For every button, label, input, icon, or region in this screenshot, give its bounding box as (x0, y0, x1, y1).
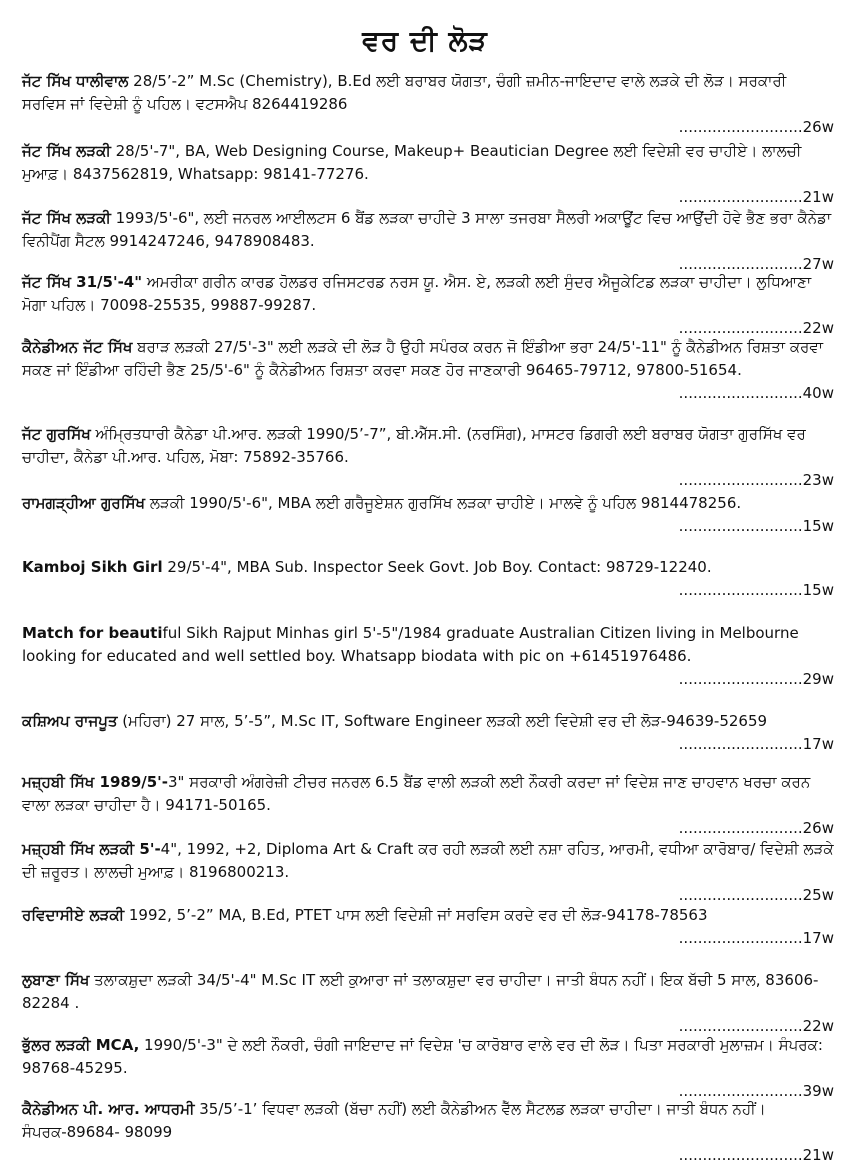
ad-body: 3" ਸਰਕਾਰੀ ਅੰਗਰੇਜ਼ੀ ਟੀਚਰ ਜਨਰਲ 6.5 ਬੈਂਡ ਵਾਲੀ ਲੜਕੀ ਲਈ ਨੌਕਰੀ ਕਰਦਾ ਜਾਂ ਵਿਦੇਸ਼ ਜਾਣ ਚਾਹਵਾਨ ਖਰਚਾ ਕਰਨ ਵਾਲਾ ਲੜਕਾ ਚਾਹੀਦਾ ਹੈ। 94171-50165. (22, 773, 811, 814)
ad-code-line (22, 733, 834, 756)
ad-dots: .......................... (678, 118, 803, 136)
ad-code-line (22, 469, 834, 492)
ad-body: 29/5'-4", MBA Sub. Inspector Seek Govt. Job Boy. Contact: 98729-12240. (162, 558, 712, 576)
ad-dots: .......................... (678, 319, 803, 337)
classified-ad (22, 904, 834, 950)
ad-code: 29w (802, 670, 834, 688)
classified-ad (22, 140, 834, 209)
ad-lead: ਜੱਟ ਸਿੱਖ ਧਾਲੀਵਾਲ (22, 72, 129, 90)
ad-body: ਤਲਾਕਸ਼ੁਦਾ ਲੜਕੀ 34/5'-4" M.Sc IT ਲਈ ਕੁਆਰਾ ਜਾਂ ਤਲਾਕਸ਼ੁਦਾ ਵਰ ਚਾਹੀਦਾ। ਜਾਤੀ ਬੰਧਨ ਨਹੀਂ। ਇਕ ਬੱਚੀ 5 ਸਾਲ, 83606-82284 . (22, 971, 819, 1012)
ad-code: 23w (802, 471, 834, 489)
ad-dots: .......................... (678, 1146, 803, 1164)
ad-lead: ਲੁਬਾਣਾ ਸਿੱਖ (22, 971, 90, 989)
ad-code: 17w (802, 735, 834, 753)
classified-ad (22, 336, 834, 405)
classified-ad (22, 838, 834, 907)
ad-code-line (22, 116, 834, 139)
ad-dots: .......................... (678, 384, 803, 402)
classified-ad (22, 771, 834, 840)
ad-dots: .......................... (678, 471, 803, 489)
ad-dots: .......................... (678, 670, 803, 688)
ad-dots: .......................... (678, 819, 803, 837)
classified-ad (22, 271, 834, 340)
ad-code-line (22, 668, 834, 691)
ad-dots: .......................... (678, 886, 803, 904)
ad-code: 15w (802, 517, 834, 535)
classified-ad (22, 710, 834, 756)
ad-dots: .......................... (678, 1017, 803, 1035)
ad-code: 21w (802, 1146, 834, 1164)
ad-lead: ਰਵਿਦਾਸੀਏ ਲੜਕੀ (22, 906, 125, 924)
ad-code: 27w (802, 255, 834, 273)
ad-code-line (22, 186, 834, 209)
ad-body: (ਮਹਿਰਾ) 27 ਸਾਲ, 5’-5”, M.Sc IT, Software Engineer ਲੜਕੀ ਲਈ ਵਿਦੇਸ਼ੀ ਵਰ ਦੀ ਲੋੜ-94639-52659 (117, 712, 768, 730)
ad-lead: ਜੱਟ ਸਿੱਖ ਲੜਕੀ (22, 209, 111, 227)
ad-dots: .......................... (678, 1082, 803, 1100)
ad-body: 1993/5'-6", ਲਈ ਜਨਰਲ ਆਈਲਟਸ 6 ਬੈਂਡ ਲੜਕਾ ਚਾਹੀਦੇ 3 ਸਾਲਾ ਤਜਰਬਾ ਸੈਲਰੀ ਅਕਾਊਂਟ ਵਿਚ ਆਉਂਦੀ ਹੋਵੇ ਭੈਣ ਭਰਾ ਕੈਨੇਡਾ ਵਿਨੀਪੈਂਗ ਸੈਟਲ 9914247246, 9478908483. (22, 209, 832, 250)
ad-code-line (22, 927, 834, 950)
classified-ad (22, 492, 834, 538)
classified-ad (22, 70, 834, 139)
ad-lead: ਕੈਨੇਡੀਅਨ ਜੱਟ ਸਿੱਖ (22, 338, 133, 356)
classified-ad (22, 1034, 834, 1103)
page-title: ਵਰ ਦੀ ਲੋੜ (362, 24, 488, 57)
ad-lead: ਜੱਟ ਸਿੱਖ 31/5'-4" (22, 273, 143, 291)
ad-code: 21w (802, 188, 834, 206)
ad-body: ਬਰਾੜ ਲੜਕੀ 27/5'-3" ਲਈ ਲੜਕੇ ਦੀ ਲੋੜ ਹੈ ਉਹੀ ਸਪੰਰਕ ਕਰਨ ਜੋ ਇੰਡੀਆ ਭਰਾ 24/5'-11" ਨੂੰ ਕੈਨੇਡੀਅਨ ਰਿਸ਼ਤਾ ਕਰਵਾ ਸਕਣ ਜਾਂ ਇੰਡੀਆ ਰਹਿੰਦੀ ਭੈਣ 25/5'-6" ਨੂੰ ਕੈਨੇਡੀਅਨ ਰਿਸ਼ਤਾ ਕਰਵਾ ਸਕਣ ਹੋਰ ਜਾਣਕਾਰੀ 96465-79712, 97800-51654. (22, 338, 824, 379)
ad-dots: .......................... (678, 929, 803, 947)
ad-code: 25w (802, 886, 834, 904)
ad-code: 26w (802, 118, 834, 136)
ad-lead: Kamboj Sikh Girl (22, 558, 163, 576)
classified-ad (22, 556, 834, 602)
ad-body: 1990/5'-3" ਦੇ ਲਈ ਨੌਕਰੀ, ਚੰਗੀ ਜਾਇਦਾਦ ਜਾਂ ਵਿਦੇਸ਼ 'ਚ ਕਾਰੋਬਾਰ ਵਾਲੇ ਵਰ ਦੀ ਲੋੜ। ਪਿਤਾ ਸਰਕਾਰੀ ਮੁਲਾਜ਼ਮ। ਸੰਪਰਕ: 98768-45295. (22, 1036, 823, 1077)
ad-dots: .......................... (678, 188, 803, 206)
ad-lead: ਮਜ਼੍ਹਬੀ ਸਿੱਖ ਲੜਕੀ 5'- (22, 840, 161, 858)
ad-lead: ਜੱਟ ਸਿੱਖ ਲੜਕੀ (22, 142, 111, 160)
ad-code: 39w (802, 1082, 834, 1100)
ad-body: 4", 1992, +2, Diploma Art & Craft ਕਰ ਰਹੀ ਲੜਕੀ ਲਈ ਨਸ਼ਾ ਰਹਿਤ, ਆਰਮੀ, ਵਧੀਆ ਕਾਰੋਬਾਰ/ ਵਿਦੇਸ਼ੀ ਲੜਕੇ ਦੀ ਜ਼ਰੂਰਤ। ਲਾਲਚੀ ਮੁਆਫ਼। 8196800213. (22, 840, 834, 881)
ad-code-line (22, 515, 834, 538)
classified-ad (22, 622, 834, 691)
ad-code: 22w (802, 1017, 834, 1035)
classified-ad (22, 423, 834, 492)
classified-ad (22, 207, 834, 276)
ad-body: 28/5'-7", BA, Web Designing Course, Makeup+ Beautician Degree ਲਈ ਵਿਦੇਸ਼ੀ ਵਰ ਚਾਹੀਏ। ਲਾਲਚੀ ਮੁਆਫ਼। 8437562819, Whatsapp: 98141-77276. (22, 142, 802, 183)
ad-lead: ਰਾਮਗੜ੍ਹੀਆ ਗੁਰਸਿੱਖ (22, 494, 146, 512)
ad-body: 35/5’-1’ ਵਿਧਵਾ ਲੜਕੀ (ਬੱਚਾ ਨਹੀਂ) ਲਈ ਕੈਨੇਡੀਅਨ ਵੈੱਲ ਸੈਟਲਡ ਲੜਕਾ ਚਾਹੀਦਾ। ਜਾਤੀ ਬੰਧਨ ਨਹੀਂ। ਸੰਪਰਕ-89684- 98099 (22, 1100, 766, 1141)
ad-lead: ਕੈਨੇਡੀਅਨ ਪੀ. ਆਰ. ਆਧਰਮੀ (22, 1100, 195, 1118)
ad-lead: ਜੱਟ ਗੁਰਸਿੱਖ (22, 425, 91, 443)
ad-dots: .......................... (678, 255, 803, 273)
ad-body: ful Sikh Rajput Minhas girl 5'-5"/1984 graduate Australian Citizen living in Melbourne looking for educated and well settled boy. Whatsapp biodata with pic on +61451976486. (22, 624, 799, 665)
ad-code: 26w (802, 819, 834, 837)
ad-code-line (22, 579, 834, 602)
ad-code: 40w (802, 384, 834, 402)
ad-lead: ਕਸ਼ਿਅਪ ਰਾਜਪੂਤ (22, 712, 118, 730)
ad-dots: .......................... (678, 581, 803, 599)
ad-lead: ਭੁੱਲਰ ਲੜਕੀ MCA, (22, 1036, 140, 1054)
ad-code-line (22, 817, 834, 840)
ad-body: ਅੰਮ੍ਰਿਤਧਾਰੀ ਕੈਨੇਡਾ ਪੀ.ਆਰ. ਲੜਕੀ 1990/5’-7”, ਬੀ.ਐੱਸ.ਸੀ. (ਨਰਸਿੰਗ), ਮਾਸਟਰ ਡਿਗਰੀ ਲਈ ਬਰਾਬਰ ਯੋਗਤਾ ਗੁਰਸਿੱਖ ਵਰ ਚਾਹੀਦਾ, ਕੈਨੇਡਾ ਪੀ.ਆਰ. ਪਹਿਲ, ਮੋਬਾ: 75892-35766. (22, 425, 806, 466)
ad-lead: Match for beauti (22, 624, 163, 642)
ad-code: 15w (802, 581, 834, 599)
ad-body: 1992, 5’-2” MA, B.Ed, PTET ਪਾਸ ਲਈ ਵਿਦੇਸ਼ੀ ਜਾਂ ਸਰਵਿਸ ਕਰਦੇ ਵਰ ਦੀ ਲੋੜ-94178-78563 (124, 906, 708, 924)
ad-lead: ਮਜ਼੍ਹਬੀ ਸਿੱਖ 1989/5'- (22, 773, 168, 791)
ad-code: 22w (802, 319, 834, 337)
classified-ad (22, 969, 834, 1038)
ad-body: ਅਮਰੀਕਾ ਗਰੀਨ ਕਾਰਡ ਹੋਲਡਰ ਰਜਿਸਟਰਡ ਨਰਸ ਯੂ. ਐਸ. ਏ, ਲੜਕੀ ਲਈ ਸੁੰਦਰ ਐਜੂਕੇਟਿਡ ਲੜਕਾ ਚਾਹੀਦਾ। ਲੁਧਿਆਣਾ ਮੋਗਾ ਪਹਿਲ। 70098-25535, 99887-99287. (22, 273, 812, 314)
ad-code: 17w (802, 929, 834, 947)
ad-dots: .......................... (678, 735, 803, 753)
ad-code-line (22, 1144, 834, 1167)
ad-code-line (22, 382, 834, 405)
ad-body: ਲੜਕੀ 1990/5'-6", MBA ਲਈ ਗਰੈਜੂਏਸ਼ਨ ਗੁਰਸਿੱਖ ਲੜਕਾ ਚਾਹੀਏ। ਮਾਲਵੇ ਨੂੰ ਪਹਿਲ 9814478256. (145, 494, 742, 512)
ad-dots: .......................... (678, 517, 803, 535)
ad-body: 28/5’-2” M.Sc (Chemistry), B.Ed ਲਈ ਬਰਾਬਰ ਯੋਗਤਾ, ਚੰਗੀ ਜ਼ਮੀਨ-ਜਾਇਦਾਦ ਵਾਲੇ ਲੜਕੇ ਦੀ ਲੋੜ। ਸਰਕਾਰੀ ਸਰਵਿਸ ਜਾਂ ਵਿਦੇਸ਼ੀ ਨੂੰ ਪਹਿਲ। ਵਟਸਐਪ 8264419286 (22, 72, 787, 113)
classified-ad (22, 1098, 834, 1167)
